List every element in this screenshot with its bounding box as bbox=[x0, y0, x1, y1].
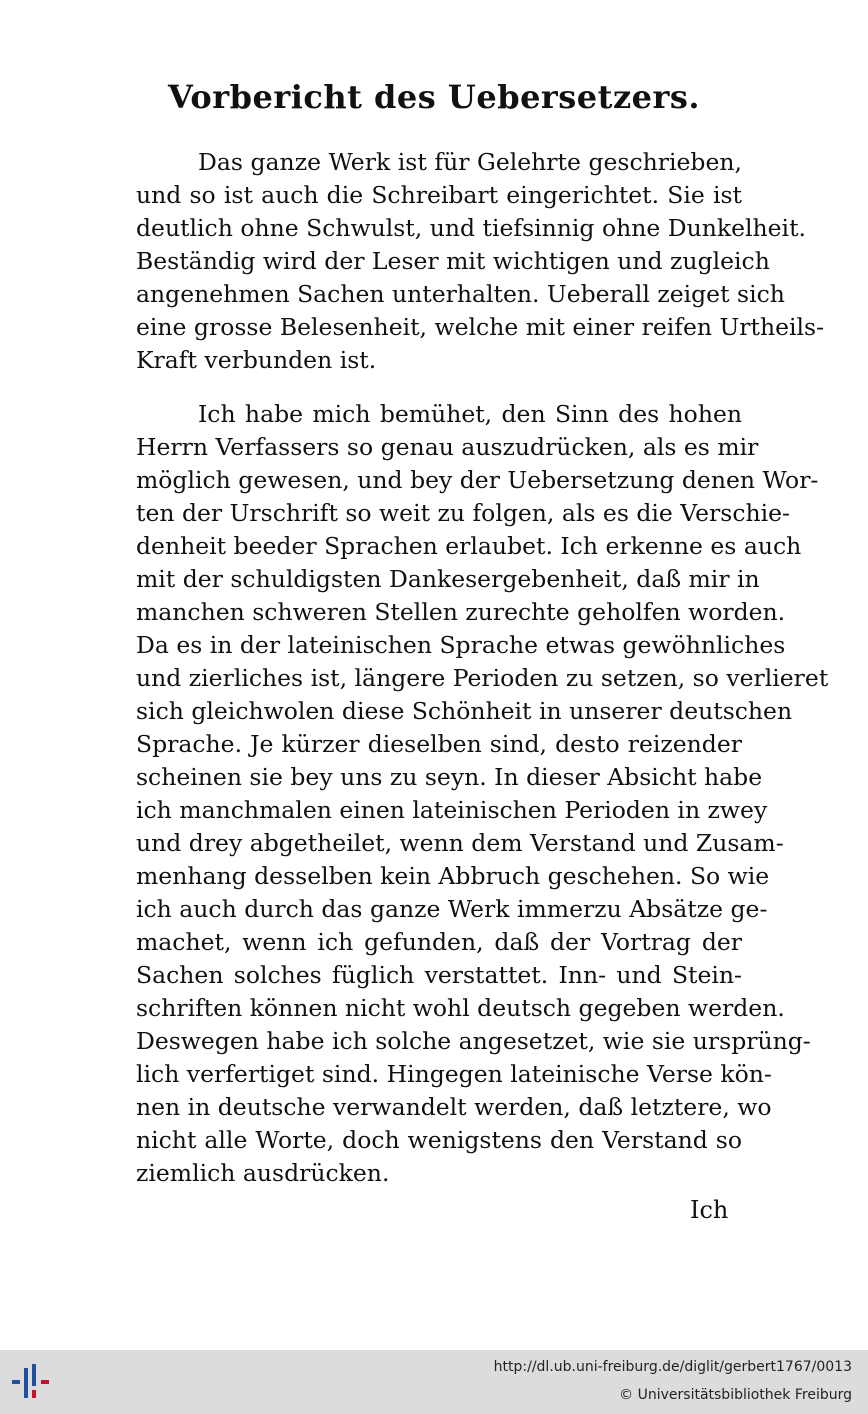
text-line: menhang desselben kein Abbruch geschehen. So wie bbox=[136, 862, 770, 890]
text-line: machet, wenn ich gefunden, daß der Vortrag der bbox=[136, 928, 742, 956]
text-line: nicht alle Worte, doch wenigstens den Verstand so bbox=[136, 1126, 742, 1154]
text-line: ten der Urschrift so weit zu folgen, als es die Verschie- bbox=[136, 499, 790, 527]
text-line: ich auch durch das ganze Werk immerzu Absätze ge- bbox=[136, 895, 768, 923]
text-line: Sachen solches füglich verstattet. Inn- und Stein- bbox=[136, 961, 742, 989]
text-line: Da es in der lateinischen Sprache etwas gewöhnliches bbox=[136, 631, 786, 659]
text-line: und zierliches ist, längere Perioden zu setzen, so verlieret bbox=[136, 664, 829, 692]
text-line: und drey abgetheilet, wenn dem Verstand und Zusam- bbox=[136, 829, 784, 857]
text-line: Herrn Verfassers so genau auszudrücken, als es mir bbox=[136, 433, 759, 461]
text-line: schriften können nicht wohl deutsch gegeben werden. bbox=[136, 994, 785, 1022]
text-line: manchen schweren Stellen zurechte geholfen worden. bbox=[136, 598, 786, 626]
text-line: mit der schuldigsten Dankesergebenheit, daß mir in bbox=[136, 565, 760, 593]
viewer-footer bbox=[0, 1350, 868, 1414]
text-line: möglich gewesen, und bey der Uebersetzung denen Wor- bbox=[136, 466, 819, 494]
text-line: Das ganze Werk ist für Gelehrte geschrieben, bbox=[198, 148, 742, 176]
text-line: und so ist auch die Schreibart eingerichtet. Sie ist bbox=[136, 181, 742, 209]
page-url-link[interactable]: http://dl.ub.uni-freiburg.de/diglit/gerbert1767/0013 bbox=[493, 1359, 852, 1375]
ub-freiburg-logo-icon[interactable] bbox=[8, 1362, 54, 1402]
text-line: Kraft verbunden ist. bbox=[136, 346, 377, 374]
text-line: ziemlich ausdrücken. bbox=[136, 1159, 390, 1187]
text-line: deutlich ohne Schwulst, und tiefsinnig ohne Dunkelheit. bbox=[136, 214, 806, 242]
catchword: Ich bbox=[690, 1196, 729, 1224]
copyright-notice: © Universitätsbibliothek Freiburg bbox=[619, 1387, 852, 1403]
text-line: Sprache. Je kürzer dieselben sind, desto reizender bbox=[136, 730, 742, 758]
text-line: scheinen sie bey uns zu seyn. In dieser Absicht habe bbox=[136, 763, 763, 791]
page-title: Vorbericht des Uebersetzers. bbox=[168, 78, 700, 116]
text-line: nen in deutsche verwandelt werden, daß letztere, wo bbox=[136, 1093, 772, 1121]
text-line: eine grosse Belesenheit, welche mit einer reifen Urtheils- bbox=[136, 313, 825, 341]
text-line: ich manchmalen einen lateinischen Perioden in zwey bbox=[136, 796, 768, 824]
text-line: lich verfertiget sind. Hingegen lateinische Verse kön- bbox=[136, 1060, 772, 1088]
text-line: denheit beeder Sprachen erlaubet. Ich erkenne es auch bbox=[136, 532, 802, 560]
text-line: Deswegen habe ich solche angesetzet, wie sie ursprüng- bbox=[136, 1027, 811, 1055]
text-line: Beständig wird der Leser mit wichtigen und zugleich bbox=[136, 247, 770, 275]
text-line: angenehmen Sachen unterhalten. Ueberall zeiget sich bbox=[136, 280, 785, 308]
text-line: Ich habe mich bemühet, den Sinn des hohen bbox=[198, 400, 742, 428]
text-line: sich gleichwolen diese Schönheit in unserer deutschen bbox=[136, 697, 793, 725]
